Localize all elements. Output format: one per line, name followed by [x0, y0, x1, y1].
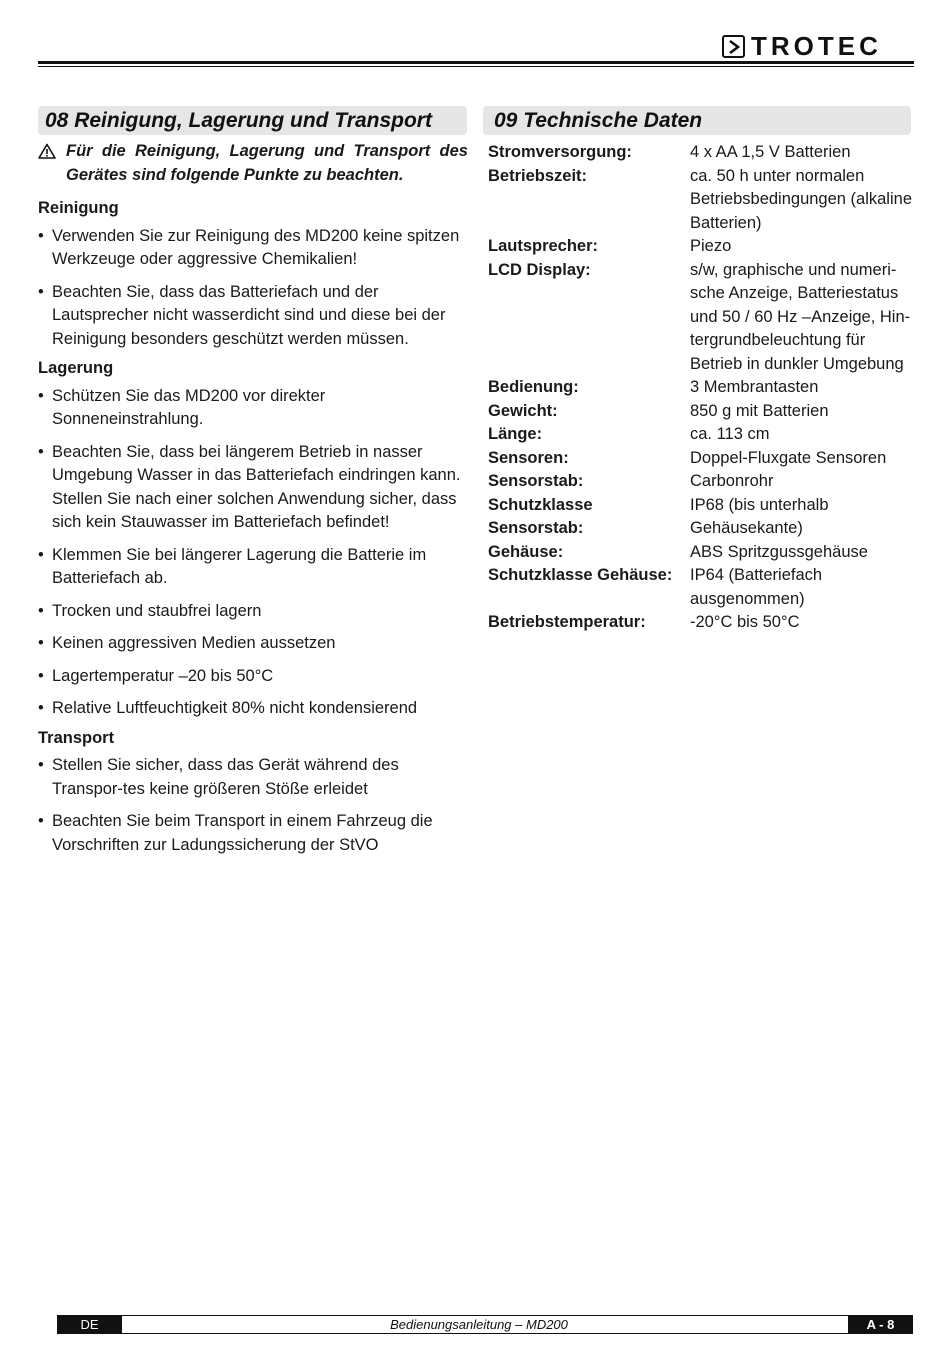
- spec-row: Betriebstemperatur: -20°C bis 50°C: [488, 613, 800, 631]
- chevron-right-icon: [722, 35, 745, 58]
- spec-row: Sensoren: Doppel-Fluxgate Sensoren: [488, 448, 887, 467]
- section-title-technical-data: 09 Technische Daten: [483, 106, 911, 135]
- list-item: • Verwenden Sie zur Reinigung des MD200 keine spitzen Werkzeuge oder aggressive Chemikalien!: [38, 226, 460, 268]
- spec-row: Lautsprecher: Piezo: [488, 237, 732, 255]
- brand-name: TROTEC: [751, 31, 882, 61]
- footer-document-title: Bedienungsanleitung – MD200: [390, 1317, 568, 1332]
- spec-row: Länge: ca. 113 cm: [488, 425, 770, 443]
- subheading-transport: Transport: [38, 728, 115, 747]
- technical-data-table: [488, 141, 918, 635]
- header-divider: [38, 61, 914, 64]
- list-item: • Stellen Sie sicher, dass das Gerät während des Transpor-tes keine größeren Stöße erleidet: [38, 756, 399, 798]
- list-item: • Relative Luftfeuchtigkeit 80% nicht kondensierend: [38, 699, 418, 717]
- spec-row: Gehäuse: ABS Spritzgussgehäuse: [488, 542, 868, 561]
- warning-icon: [38, 140, 66, 187]
- cleaning-list: [38, 225, 468, 352]
- spec-row: LCD Display: s/w, graphische und numeri-sche Anzeige, Batteriestatus und 50 / 60 Hz –Anzeige, Hin-tergrundbeleuchtung für Betrieb in dunkler Umgebung: [488, 260, 911, 373]
- list-item: • Keinen aggressiven Medien aussetzen: [38, 634, 336, 652]
- trotec-logo: [722, 33, 882, 60]
- spec-row: Bedienung: 3 Membrantasten: [488, 378, 819, 396]
- header-divider-thin: [38, 66, 914, 67]
- spec-row: Schutzklasse Gehäuse: IP64 (Batteriefach ausgenommen): [488, 566, 823, 608]
- spec-row: Sensorstab: Carbonrohr: [488, 472, 774, 490]
- cleaning-storage-transport-section: [38, 140, 468, 857]
- section-title-cleaning: 08 Reinigung, Lagerung und Transport: [38, 106, 467, 135]
- subheading-reinigung: Reinigung: [38, 199, 119, 217]
- spec-row: Gewicht: 850 g mit Batterien: [488, 401, 829, 420]
- footer-language: DE: [57, 1315, 122, 1334]
- warning-text: Für die Reinigung, Lagerung und Transport des Gerätes sind folgende Punkte zu beachten.: [66, 142, 468, 184]
- spec-row: Stromversorgung: 4 x AA 1,5 V Batterien: [488, 143, 851, 161]
- spec-row: Betriebszeit: ca. 50 h unter normalen Betriebsbedingungen (alkaline Batterien): [488, 166, 912, 232]
- list-item: • Schützen Sie das MD200 vor direkter Sonneneinstrahlung.: [38, 386, 326, 428]
- list-item: • Beachten Sie, dass bei längerem Betrieb in nasser Umgebung Wasser in das Batteriefach eindringen kann. Stellen Sie nach einer solchen Anwendung sicher, dass sich kein Stauwasser im Batteriefach befindet!: [38, 442, 461, 531]
- transport-list: [38, 754, 468, 857]
- storage-list: [38, 385, 468, 721]
- list-item: • Trocken und staubfrei lagern: [38, 601, 262, 620]
- spec-row: Schutzklasse Sensorstab: IP68 (bis unterhalb Gehäusekante): [488, 495, 829, 537]
- list-item: • Klemmen Sie bei längerer Lagerung die Batterie im Batteriefach ab.: [38, 545, 427, 587]
- subheading-lagerung: Lagerung: [38, 359, 114, 377]
- footer-page-number: A - 8: [848, 1315, 913, 1334]
- list-item: • Lagertemperatur –20 bis 50°C: [38, 666, 274, 685]
- list-item: • Beachten Sie, dass das Batteriefach und der Lautsprecher nicht wasserdicht sind und diese bei der Reinigung besonders geschützt werden müssen.: [38, 282, 446, 348]
- list-item: • Beachten Sie beim Transport in einem Fahrzeug die Vorschriften zur Ladungssicherung der StVO: [38, 812, 433, 854]
- warning-note: [38, 140, 468, 187]
